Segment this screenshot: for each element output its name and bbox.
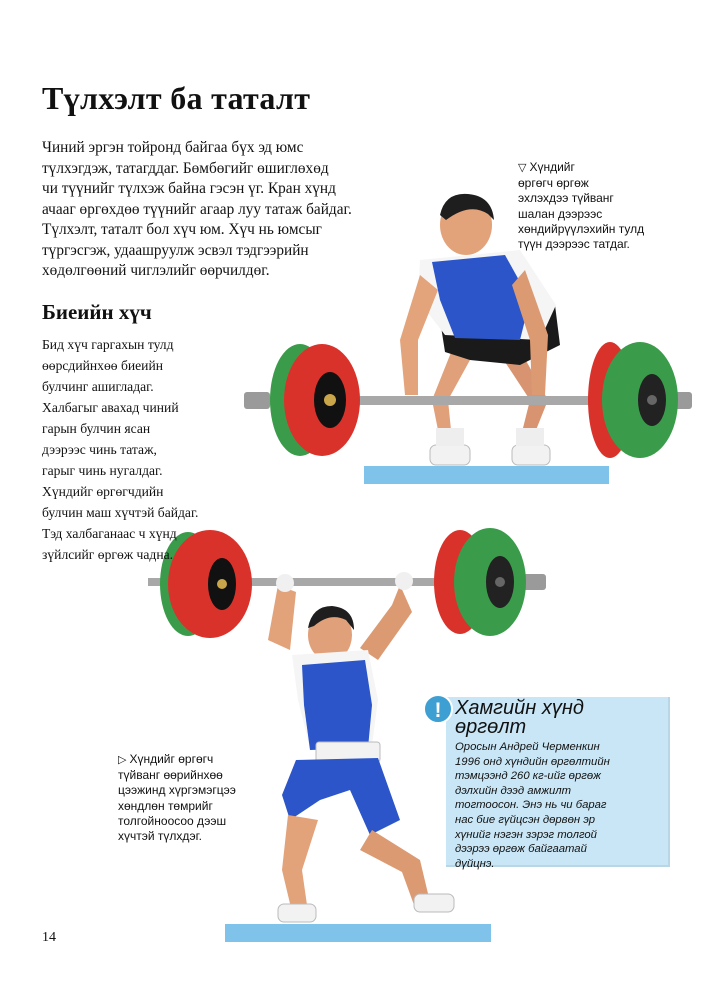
- section-heading: Биеийн хүч: [42, 300, 152, 324]
- fact-line: тэмцээнд 260 кг-ийг өргөж: [455, 770, 601, 783]
- fact-title-line: Хамгийн хүнд: [455, 697, 584, 719]
- caption-line: өргөгч өргөж: [518, 176, 589, 191]
- caption-line: хөндлөн төмрийг: [118, 798, 213, 813]
- triangle-right-icon: ▷: [118, 754, 127, 766]
- exclamation-icon: !: [423, 694, 453, 724]
- body-line: булчинг ашигладаг.: [42, 379, 154, 394]
- caption-bottom: [118, 752, 236, 844]
- caption-line: хүчтэй түлхдэг.: [118, 829, 202, 844]
- body-line: гарын булчин ясан: [42, 421, 151, 436]
- intro-line: түлхэгдэж, татагддаг. Бөмбөгийг өшиглөхөд: [42, 159, 329, 177]
- caption-line: түйванг өөрийнхөө: [118, 768, 223, 783]
- fact-line: хүнийг нэгэн зэрэг толгой: [455, 828, 597, 841]
- body-line: Бид хүч гаргахын тулд: [42, 337, 174, 352]
- top-platform: [364, 466, 609, 484]
- body-line: өөрсдийнхөө биеийн: [42, 358, 164, 373]
- intro-line: Чиний эргэн тойронд байгаа бүх эд юмс: [42, 139, 304, 156]
- caption-top: [518, 160, 644, 252]
- fact-box-title: [455, 699, 584, 737]
- fact-title-line: өргөлт: [455, 716, 527, 738]
- body-line: Хүндийг өргөгчдийн: [42, 484, 164, 499]
- body-line: Халбагыг авахад чиний: [42, 400, 179, 415]
- intro-line: Түлхэлт, таталт бол хүч юм. Хүч нь юмсыг: [42, 221, 322, 238]
- bottom-platform: [225, 924, 491, 942]
- body-line: булчин маш хүчтэй байдаг.: [42, 505, 199, 520]
- page-title: Түлхэлт ба таталт: [42, 80, 311, 116]
- caption-line: Хүндийг: [529, 160, 575, 174]
- intro-line: ачааг өргөхдөө түүнийг агаар луу татаж байдаг.: [42, 200, 352, 218]
- body-line: Тэд халбаганаас ч хүнд: [42, 526, 177, 541]
- intro-paragraph: [42, 138, 422, 282]
- fact-line: тогтоосон. Энэ нь чи бараг: [455, 799, 607, 812]
- fact-line: Оросын Андрей Черменкин: [455, 741, 600, 753]
- caption-line: хөндийрүүлэхийн тулд: [518, 221, 645, 236]
- body-line: дээрээс чинь татаж,: [42, 442, 157, 457]
- body-line: гарыг чинь нугалдаг.: [42, 463, 163, 478]
- fact-box-text: [455, 740, 610, 871]
- intro-line: түргэсгэж, удаашруулж эсвэл тэдгээрийн: [42, 241, 309, 259]
- fact-line: дэлхийн дээд амжилт: [455, 784, 572, 797]
- caption-line: толгойноосоо дээш: [118, 813, 227, 828]
- caption-line: эхлэхдээ түйванг: [518, 191, 614, 206]
- caption-line: түүн дээрээс татдаг.: [518, 237, 630, 252]
- intro-line: хөдөлгөөний чиглэлийг өөрчилдөг.: [42, 262, 270, 279]
- caption-line: Хүндийг өргөгч: [129, 752, 214, 766]
- caption-line: цээжинд хүргэмэгцээ: [118, 783, 236, 798]
- caption-line: шалан дээрээс: [518, 206, 603, 221]
- body-line: зүйлсийг өргөж чадна.: [42, 547, 174, 562]
- page-number: 14: [42, 930, 56, 945]
- intro-line: чи түүнийг түлхэж байна гэсэн үг. Кран хүнд: [42, 180, 336, 197]
- fact-line: дээрээ өргөж байгаатай: [455, 843, 587, 856]
- body-paragraph: [42, 334, 272, 565]
- fact-line: 1996 онд хүндийн өргөлтийн: [455, 755, 610, 768]
- triangle-down-icon: ▽: [518, 162, 527, 174]
- fact-line: нас бие гүйцсэн дөрвөн эр: [455, 813, 596, 826]
- fact-line: дүйцнэ.: [455, 857, 495, 870]
